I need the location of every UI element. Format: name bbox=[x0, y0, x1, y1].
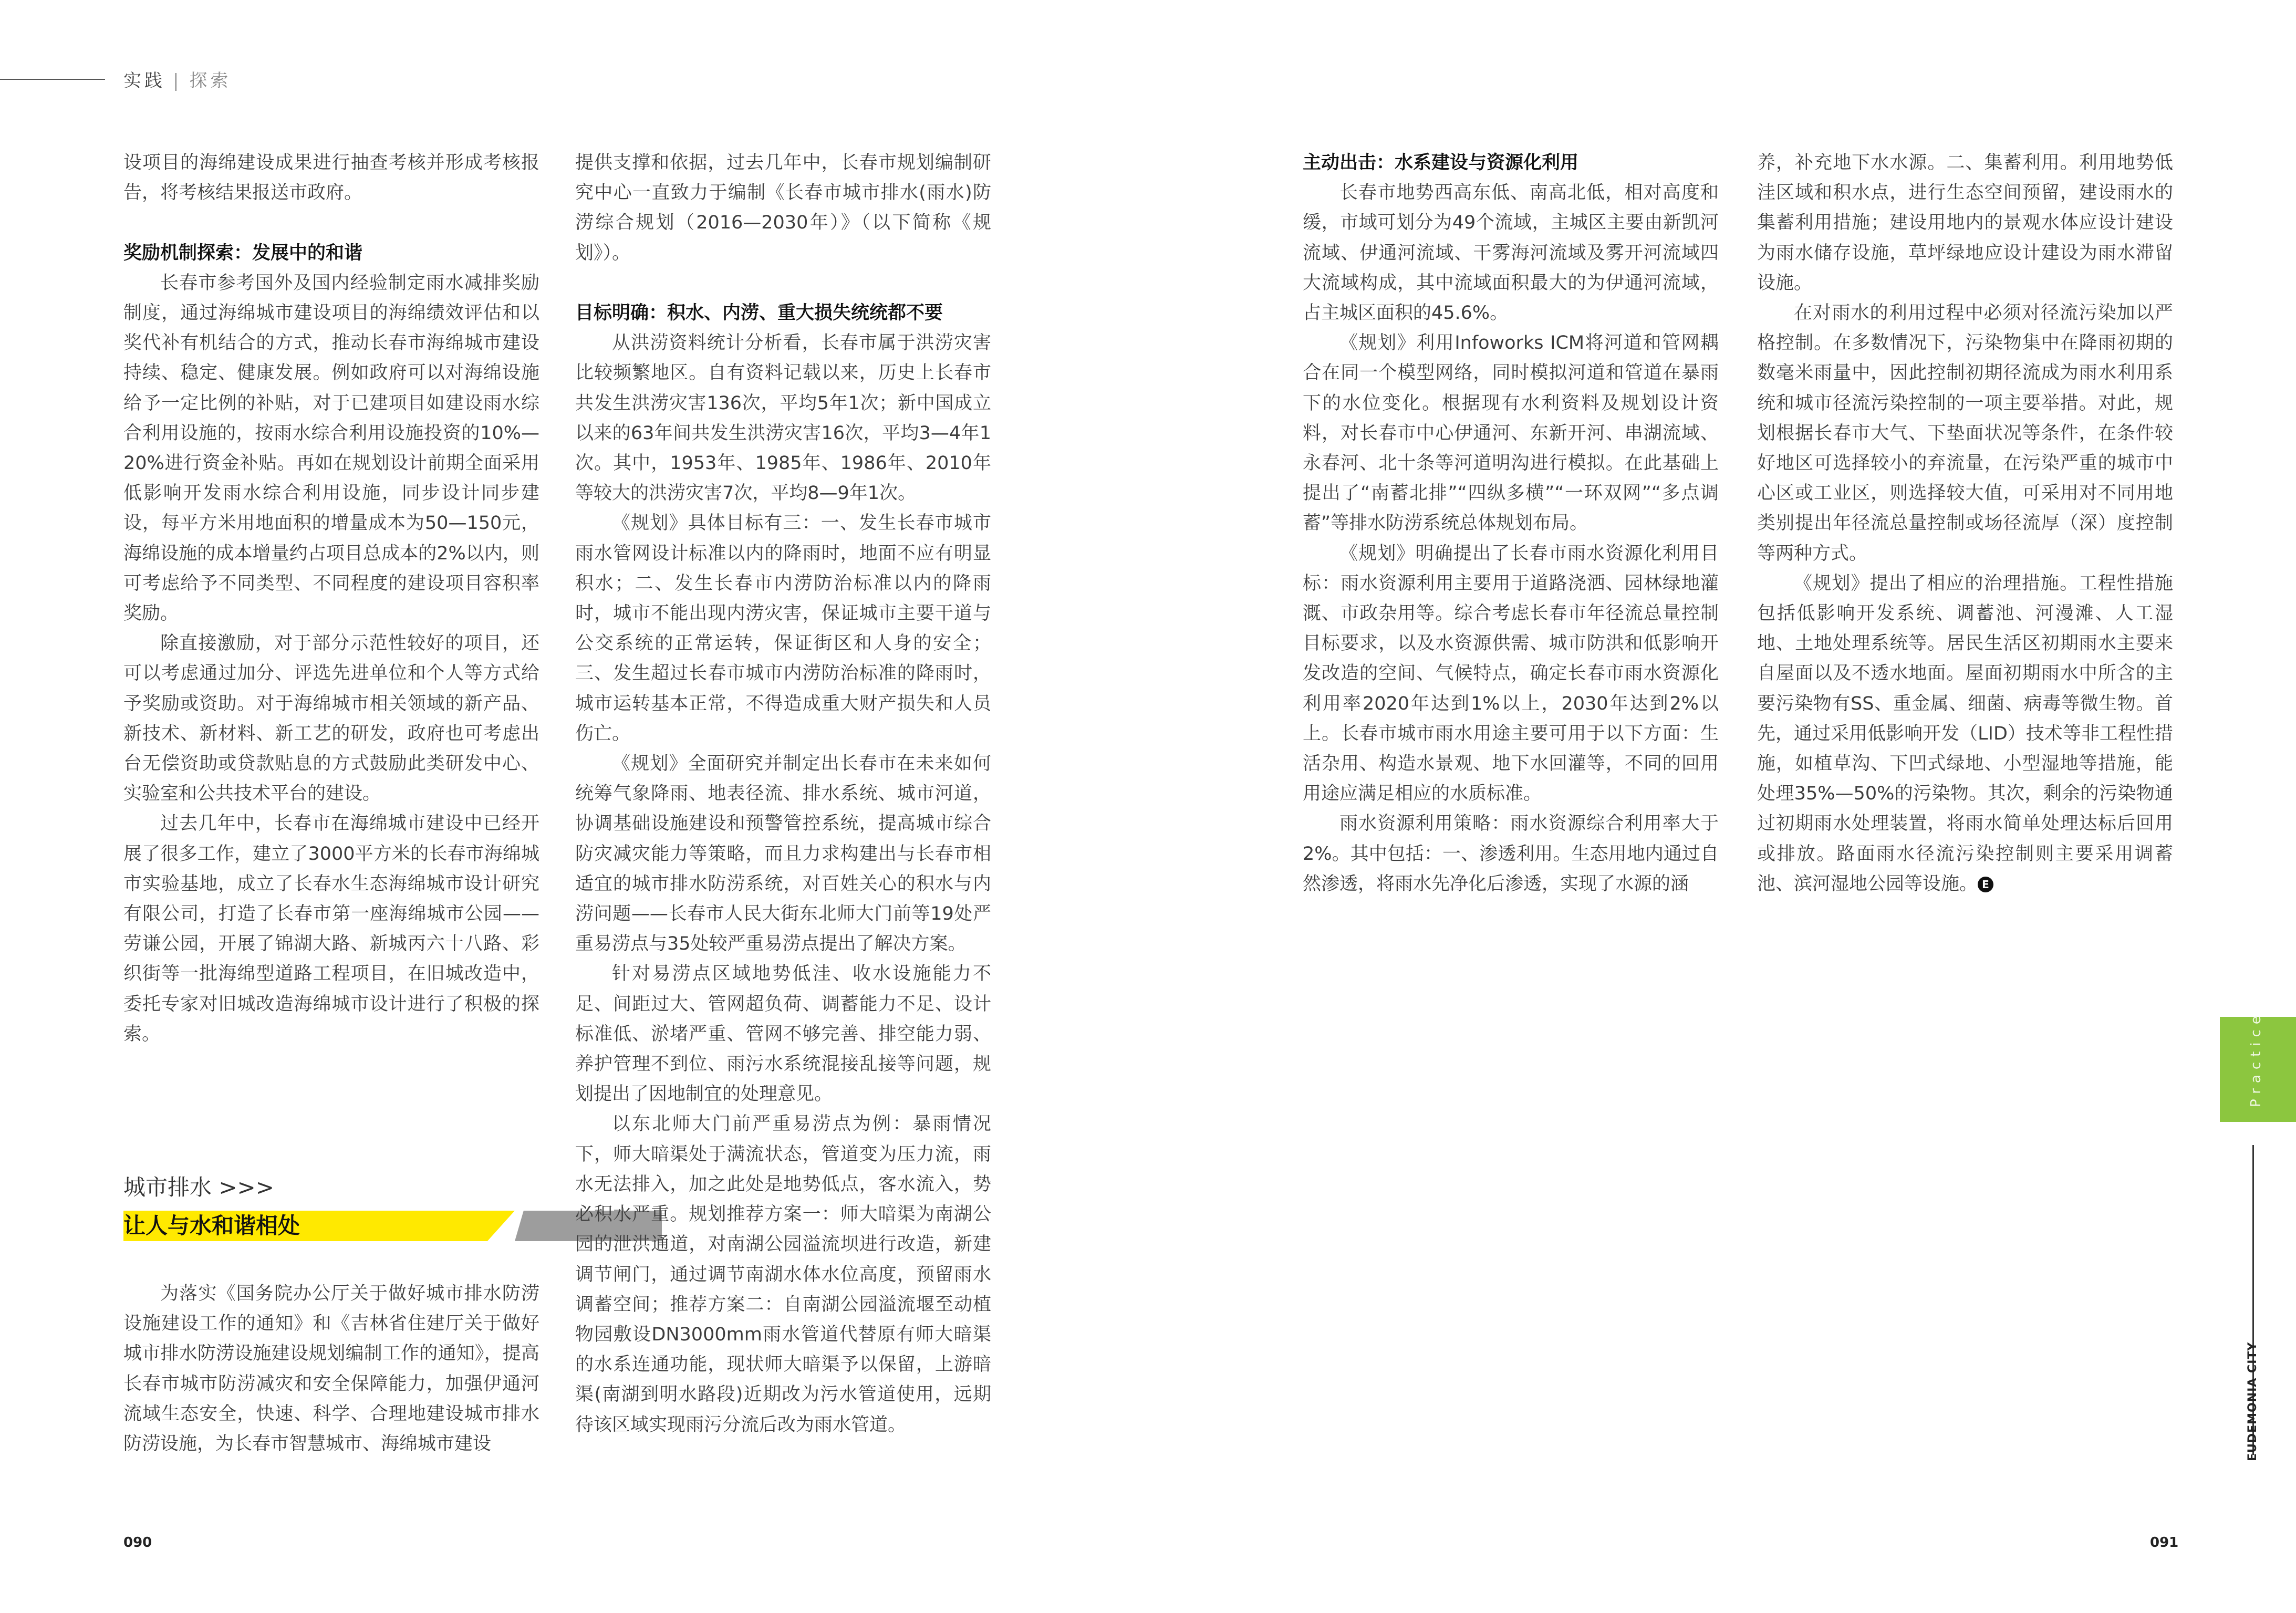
paragraph-water-4: 雨水资源利用策略：雨水资源综合利用率大于2%。其中包括：一、渗透利用。生态用地内通过自然渗透，将雨水先净化后渗透，实现了水源的涵 bbox=[1303, 813, 1719, 894]
page-number-right: 091 bbox=[2150, 1535, 2179, 1550]
practice-tab-label: Practice bbox=[2248, 1011, 2264, 1107]
paragraph-pollute-2-wrap bbox=[1757, 569, 2173, 899]
paragraph-reward-2: 除直接激励，对于部分示范性较好的项目，还可以考虑通过加分、评选先进单位和个人等方式给予奖励或资助。对于海绵城市相关领域的新产品、新技术、新材料、新工艺的研发，政府也可考虑出台无偿资助或贷款贴息的方式鼓励此类研发中心、实验室和公共技术平台的建设。 bbox=[123, 633, 539, 805]
paragraph-pollute-2: 《规划》提出了相应的治理措施。工程性措施包括低影响开发系统、调蓄池、河漫滩、人工湿地、土地处理系统等。居民生活区初期雨水主要来自屋面以及不透水地面。屋面初期雨水中所含的主要污染物有SS、重金属、细菌、病毒等微生物。首先，通过采用低影响开发（LID）技术等非工程性措施，如植草沟、下凹式绿地、小型湿地等措施，能处理35%—50%的污染物。其次，剩余的污染物通过初期雨水处理装置，将雨水简单处理达标后回用或排放。路面雨水径流污染控制则主要采用调蓄池、滨河湿地公园等设施。 bbox=[1757, 573, 2173, 894]
paragraph-water-1: 长春市地势西高东低、南高北低，相对高度和缓，市域可划分为49个流域，主城区主要由新凯河流域、伊通河流域、干雾海河流域及雾开河流域四大流域构成，其中流域面积最大的为伊通河流域，占主城区面积的45.6%。 bbox=[1303, 182, 1719, 324]
subheading-water: 主动出击：水系建设与资源化利用 bbox=[1303, 152, 1579, 173]
subheading-goal: 目标明确：积水、内涝、重大损失统统都不要 bbox=[575, 303, 943, 324]
page-number-left: 090 bbox=[123, 1535, 152, 1550]
paragraph-water-3: 《规划》明确提出了长春市雨水资源化利用目标：雨水资源利用主要用于道路浇洒、园林绿地灌溉、市政杂用等。综合考虑长春市年径流总量控制目标要求，以及水资源供需、城市防洪和低影响开发改造的空间、气候特点，确定长春市雨水资源化利用率2020年达到1%以上，2030年达到2%以上。长春市城市雨水用途主要可用于以下方面：生活杂用、构造水景观、地下水回灌等，不同的回用用途应满足相应的水质标准。 bbox=[1303, 543, 1719, 805]
header-subsection: 探索 bbox=[189, 70, 232, 91]
header-separator: | bbox=[173, 70, 182, 91]
section-label: 城市排水 >>> bbox=[123, 1174, 274, 1200]
running-header bbox=[123, 66, 231, 92]
side-title: EUDEMONIA CITY bbox=[2246, 1341, 2259, 1461]
paragraph-reward-3: 过去几年中，长春市在海绵城市建设中已经开展了很多工作，建立了3000平方米的长春市海绵城市实验基地，成立了长春水生态海绵城市设计研究有限公司，打造了长春市第一座海绵城市公园——劳谦公园，开展了锦湖大路、新城丙六十八路、彩织街等一批海绵型道路工程项目，在旧城改造中，委托专家对旧城改造海绵城市设计进行了积极的探索。 bbox=[123, 813, 539, 1045]
header-rule bbox=[0, 79, 105, 80]
column-3 bbox=[1303, 148, 1719, 899]
section-title: 让人与水和谐相处 bbox=[123, 1213, 300, 1239]
paragraph-goal-5: 以东北师大门前严重易涝点为例：暴雨情况下，师大暗渠处于满流状态，管道变为压力流，雨水无法排入，加之此处是地势低点，客水流入，势必积水严重。规划推荐方案一：师大暗渠为南湖公园的泄洪通道，对南湖公园溢流坝进行改造，新建调节闸门，通过调节南湖水体水位高度，预留雨水调蓄空间；推荐方案二：自南湖公园溢流堰至动植物园敷设DN3000mm雨水管道代替原有师大暗渠的水系连通功能，现状师大暗渠予以保留，上游暗渠(南湖到明水路段)近期改为污水管道使用，远期待该区域实现雨污分流后改为雨水管道。 bbox=[575, 1114, 991, 1435]
column-4 bbox=[1757, 148, 2173, 899]
paragraph-goal-4: 针对易涝点区域地势低洼、收水设施能力不足、间距过大、管网超负荷、调蓄能力不足、设计标准低、淤堵严重、管网不够完善、排空能力弱、养护管理不到位、雨污水系统混接乱接等问题，规划提出了因地制宜的处理意见。 bbox=[575, 963, 991, 1105]
column-1-lower bbox=[123, 1279, 539, 1459]
paragraph-continued-4: 养，补充地下水水源。二、集蓄利用。利用地势低洼区域和积水点，进行生态空间预留，建设雨水的集蓄利用措施；建设用地内的景观水体应设计建设为雨水储存设施，草坪绿地应设计建设为雨水滞留设施。 bbox=[1757, 152, 2173, 294]
column-1 bbox=[123, 148, 539, 1049]
column-2 bbox=[575, 148, 991, 1440]
paragraph-goal-3: 《规划》全面研究并制定出长春市在未来如何统筹气象降雨、地表径流、排水系统、城市河道，协调基础设施建设和预警管控系统，提高城市综合防灾减灾能力等策略，而且力求构建出与长春市相适宜的城市排水防涝系统，对百姓关心的积水与内涝问题——长春市人民大街东北师大门前等19处严重易涝点与35处较严重易涝点提出了解决方案。 bbox=[575, 753, 991, 955]
section-title-banner bbox=[123, 1211, 538, 1241]
subheading-reward: 奖励机制探索：发展中的和谐 bbox=[123, 242, 363, 264]
paragraph-continued: 提供支撑和依据，过去几年中，长春市规划编制研究中心一直致力于编制《长春市城市排水(雨水)防涝综合规划（2016—2030年）》（以下简称《规划》）。 bbox=[575, 152, 991, 264]
header-section: 实践 bbox=[123, 70, 165, 91]
paragraph-goal-2: 《规划》具体目标有三：一、发生长春市城市雨水管网设计标准以内的降雨时，地面不应有明显积水；二、发生长春市内涝防治标准以内的降雨时，城市不能出现内涝灾害，保证城市主要干道与公交系统的正常运转，保证街区和人身的安全；三、发生超过长春市城市内涝防治标准的降雨时，城市运转基本正常，不得造成重大财产损失和人员伤亡。 bbox=[575, 513, 991, 744]
paragraph-intro: 设项目的海绵建设成果进行抽查考核并形成考核报告，将考核结果报送市政府。 bbox=[123, 152, 539, 204]
paragraph-drain: 为落实《国务院办公厅关于做好城市排水防涝设施建设工作的通知》和《吉林省住建厅关于做好城市排水防涝设施建设规划编制工作的通知》，提高长春市城市防涝减灾和安全保障能力，加强伊通河流域生态安全，快速、科学、合理地建设城市排水防涝设施，为长春市智慧城市、海绵城市建设 bbox=[123, 1283, 539, 1455]
practice-tab bbox=[2220, 1011, 2296, 1122]
end-mark-icon: E bbox=[1978, 877, 1993, 892]
paragraph-water-2: 《规划》利用Infoworks ICM将河道和管网耦合在同一个模型网络，同时模拟河道和管道在暴雨下的水位变化。根据现有水利资料及规划设计资料，对长春市中心伊通河、东新开河、串湖流域、永春河、北十条等河道明沟进行模拟。在此基础上提出了“南蓄北排”“四纵多横”“一环双网”“多点调蓄”等排水防涝系统总体规划布局。 bbox=[1303, 332, 1719, 534]
paragraph-pollute-1: 在对雨水的利用过程中必须对径流污染加以严格控制。在多数情况下，污染物集中在降雨初期的数毫米雨量中，因此控制初期径流成为雨水利用系统和城市径流污染控制的一项主要举措。对此，规划根据长春市大气、下垫面状况等条件，在条件较好地区可选择较小的弃流量，在污染严重的城市中心区或工业区，则选择较大值，可采用对不同用地类别提出年径流总量控制或场径流厚（深）度控制等两种方式。 bbox=[1757, 303, 2173, 564]
paragraph-reward-1: 长春市参考国外及国内经验制定雨水减排奖励制度，通过海绵城市建设项目的海绵绩效评估和以奖代补有机结合的方式，推动长春市海绵城市建设持续、稳定、健康发展。例如政府可以对海绵设施给予一定比例的补贴，对于已建项目如建设雨水综合利用设施的，按雨水综合利用设施投资的10%—20%进行资金补贴。再如在规划设计前期全面采用低影响开发雨水综合利用设施，同步设计同步建设，每平方米用地面积的增量成本为50—150元，海绵设施的成本增量约占项目总成本的2%以内，则可考虑给予不同类型、不同程度的建设项目容积率奖励。 bbox=[123, 272, 539, 625]
paragraph-goal-1: 从洪涝资料统计分析看，长春市属于洪涝灾害比较频繁地区。自有资料记载以来，历史上长春市共发生洪涝灾害136次，平均5年1次；新中国成立以来的63年间共发生洪涝灾害16次，平均3—4年1次。其中，1953年、1985年、1986年、2010年等较大的洪涝灾害7次，平均8—9年1次。 bbox=[575, 332, 991, 504]
